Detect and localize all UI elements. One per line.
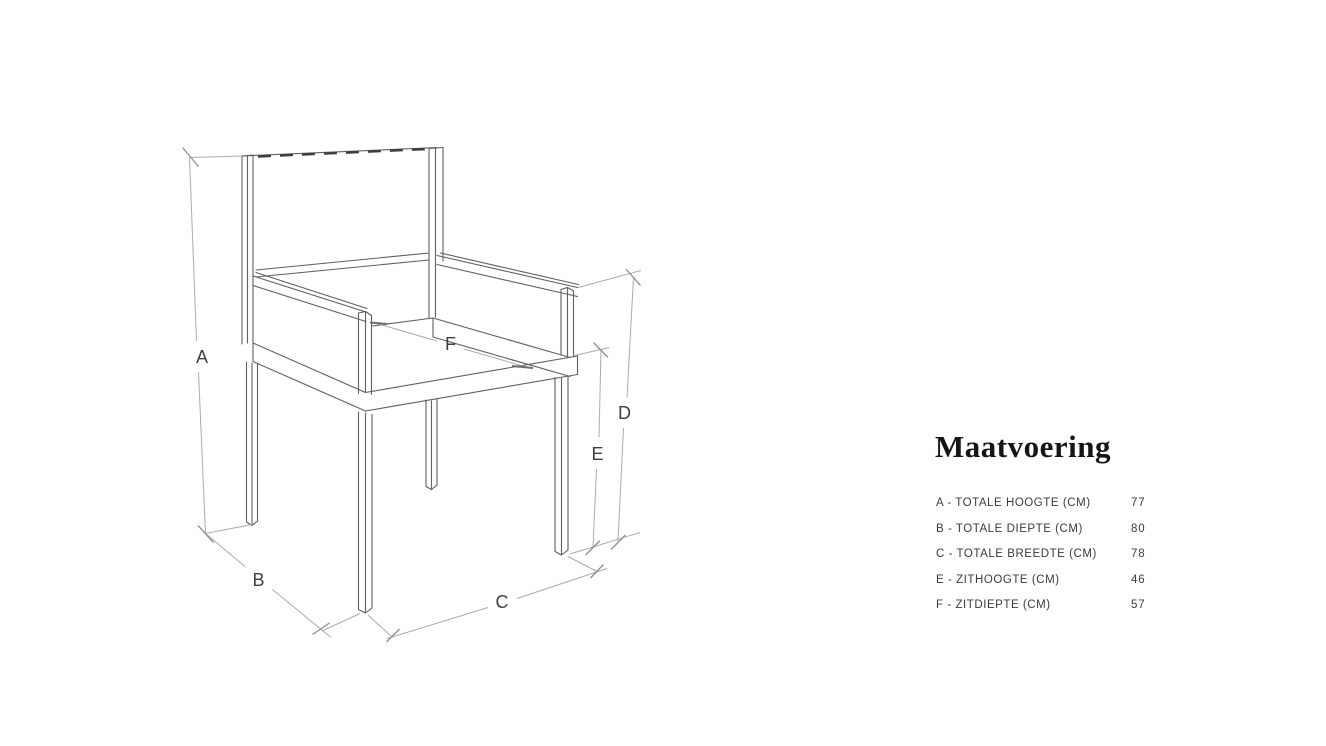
- row-value: 78: [1131, 548, 1146, 560]
- row-value: 77: [1131, 497, 1146, 509]
- row-value: 57: [1131, 599, 1146, 611]
- chair-outline: [242, 148, 579, 614]
- table-row: [935, 597, 1180, 623]
- row-label: C - TOTALE BREEDTE (CM): [936, 548, 1097, 560]
- row-label: F - ZITDIEPTE (CM): [936, 599, 1051, 611]
- panel-title: Maatvoering: [935, 429, 1111, 464]
- dim-label-f: F: [445, 334, 456, 354]
- table-row: [935, 572, 1180, 598]
- dim-label-e: E: [591, 444, 604, 464]
- row-label: E - ZITHOOGTE (CM): [936, 573, 1060, 586]
- row-value: 46: [1131, 573, 1146, 586]
- table-row: [935, 546, 1180, 572]
- dim-label-d: D: [618, 403, 631, 423]
- measurement-panel: [935, 429, 1195, 611]
- measurement-table: [935, 495, 1180, 623]
- dimension-ticks: [183, 148, 641, 643]
- dim-label-c: C: [495, 592, 509, 612]
- backrest-dashed-seam: [258, 149, 428, 157]
- dim-label-a: A: [195, 347, 209, 367]
- dim-label-b: B: [252, 570, 265, 590]
- table-row: [935, 521, 1180, 547]
- row-value: 80: [1131, 522, 1146, 535]
- row-label: A - TOTALE HOOGTE (CM): [936, 497, 1091, 509]
- table-row: [935, 495, 1180, 521]
- row-label: B - TOTALE DIEPTE (CM): [936, 522, 1083, 535]
